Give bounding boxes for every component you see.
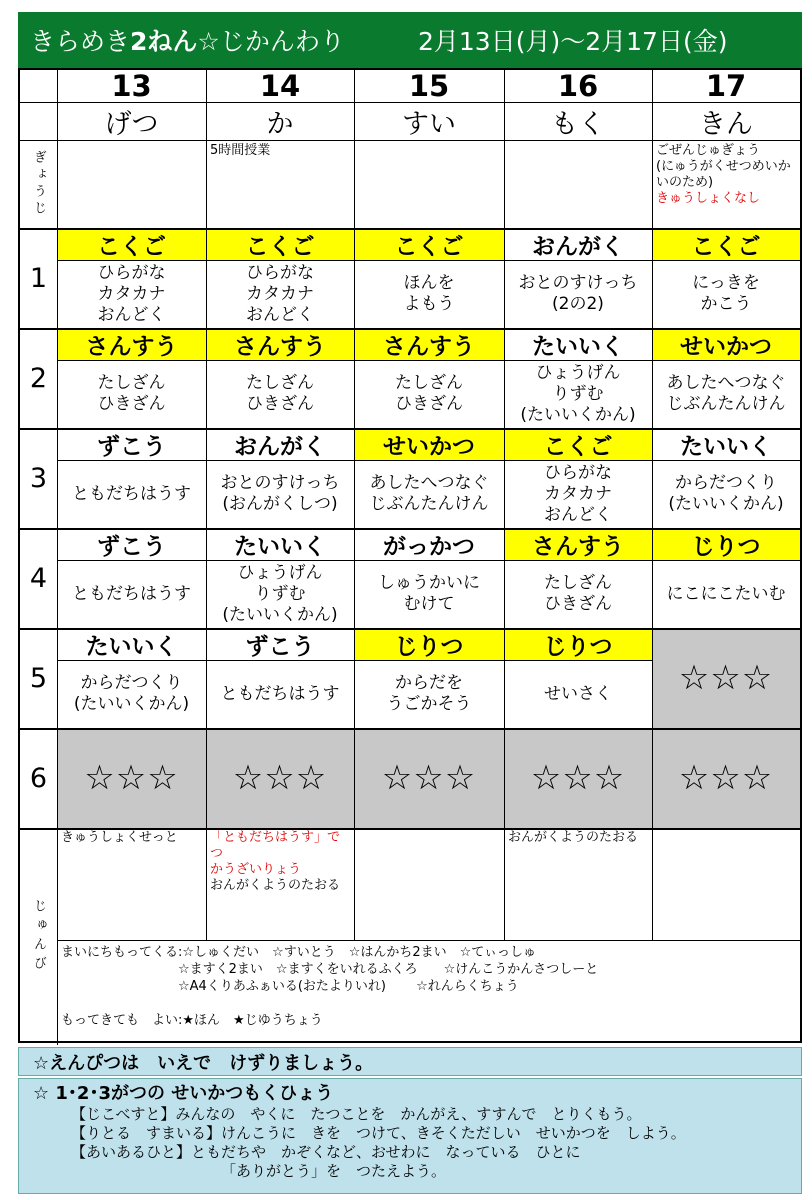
lesson-content xyxy=(206,460,354,528)
prep-lines xyxy=(508,830,638,846)
event-text: ごぜんじゅぎょう xyxy=(656,143,761,158)
lesson-text: じぶんたんけん xyxy=(666,394,786,414)
grid-row-divider xyxy=(20,428,800,430)
event-cell xyxy=(652,140,800,228)
lesson-content xyxy=(206,560,354,628)
grid-row-divider xyxy=(20,528,800,530)
lesson-content xyxy=(504,260,652,328)
subject-label: せいかつ xyxy=(652,328,800,360)
prep-cell xyxy=(504,828,652,940)
event-text: (にゅうがくせつめいか xyxy=(656,159,791,174)
lesson-text: からだつくり xyxy=(674,473,777,493)
life-goals-box xyxy=(18,1078,802,1194)
gyoji-label-text: ぎょうじ xyxy=(31,150,46,218)
lesson-lines xyxy=(387,673,472,715)
subject-divider xyxy=(504,360,652,361)
subject-divider xyxy=(206,460,354,461)
lesson-lines xyxy=(222,563,337,626)
grid-row-divider xyxy=(20,628,800,630)
lesson-lines xyxy=(74,673,189,715)
lesson-lines xyxy=(544,463,612,526)
page-header xyxy=(18,12,802,68)
event-text: 5時間授業 xyxy=(210,143,271,158)
subject-label: たいいく xyxy=(85,633,178,660)
subject-label: さんすう xyxy=(206,328,354,360)
lesson-text: じぶんたんけん xyxy=(369,494,489,514)
day-number: 13 xyxy=(111,69,152,103)
lesson-text: おとのすけっち xyxy=(518,273,638,293)
subject-label: たいいく xyxy=(680,433,772,460)
lesson-text: ひょうげん xyxy=(237,562,323,583)
lesson-text: (2の2) xyxy=(552,294,604,314)
subject-divider xyxy=(504,560,652,561)
lesson-content xyxy=(354,260,504,328)
subject-divider xyxy=(504,460,652,461)
subject-divider xyxy=(57,660,206,661)
lesson-content xyxy=(504,460,652,528)
lesson-text: ともだちはうす xyxy=(220,683,340,704)
lesson-content xyxy=(354,660,504,728)
lesson-text: しゅうかいに xyxy=(378,573,480,593)
lesson-content xyxy=(206,360,354,428)
title-grade: 2ねん xyxy=(130,27,198,56)
subject-divider xyxy=(206,360,354,361)
subject-divider xyxy=(652,360,800,361)
grid-column-divider xyxy=(652,70,653,940)
lesson-content xyxy=(354,460,504,528)
life-goal-line: 【あいあるひと】ともだちや かぞくなど、おせわに なっている ひとに xyxy=(71,1143,581,1161)
lesson-text: カタカナ xyxy=(97,283,166,304)
life-goal-line: 「ありがとう」を つたえよう。 xyxy=(221,1162,447,1180)
lesson-text: たしざん xyxy=(97,373,166,393)
day-number: 14 xyxy=(259,69,301,103)
day-name: か xyxy=(266,108,294,140)
lesson-lines xyxy=(520,363,635,426)
lesson-text: ひらがな xyxy=(97,262,166,283)
prep-lines xyxy=(61,830,178,846)
lesson-text: たしざん xyxy=(544,573,612,593)
prep-text: きゅうしょくせっと xyxy=(61,830,178,845)
prep-lines xyxy=(210,830,350,894)
life-goal-line: 【じこべすと】みんなの やくに たつことを かんがえ、すすんで とりくもう。 xyxy=(71,1105,642,1123)
lesson-text: ひきざん xyxy=(544,594,612,614)
lesson-content xyxy=(504,360,652,428)
subject-divider xyxy=(57,360,206,361)
event-cell xyxy=(57,140,206,228)
prep-cell xyxy=(206,828,354,940)
lesson-lines xyxy=(370,473,489,515)
lesson-text: ひきざん xyxy=(395,394,463,414)
subject-divider xyxy=(206,660,354,661)
subject-label: たいいく xyxy=(234,533,326,560)
lesson-text: むけて xyxy=(403,594,455,614)
prep-cell xyxy=(354,828,504,940)
lesson-text: うごかそう xyxy=(386,694,472,714)
lesson-text: あしたへつなぐ xyxy=(666,373,786,393)
lesson-content xyxy=(57,260,206,328)
lesson-lines xyxy=(692,273,760,315)
subject-label: おんがく xyxy=(234,433,326,460)
grid-row-divider xyxy=(20,328,800,330)
title-class-name: きらめき xyxy=(30,27,131,56)
lesson-content xyxy=(57,460,206,528)
prep-divider xyxy=(57,940,800,941)
grid-row-divider xyxy=(20,102,800,103)
lesson-content xyxy=(504,560,652,628)
lesson-content xyxy=(354,360,504,428)
subject-label: こくご xyxy=(206,228,354,260)
prep-text-red: 「ともだちはうす」でつ xyxy=(210,830,341,861)
everyday-text: まいにちもってくる:☆しゅくだい ☆すいとう ☆はんかち2まい ☆てぃっしゅ xyxy=(61,945,537,960)
date-range: 2月13日(月)～2月17日(金) xyxy=(418,27,728,56)
lesson-text: おとのすけっち xyxy=(220,473,340,493)
subject-divider xyxy=(354,660,504,661)
grid-row-divider xyxy=(20,728,800,730)
lesson-text: カタカナ xyxy=(246,283,314,304)
lesson-text: からだつくり xyxy=(80,673,183,693)
subject-divider xyxy=(206,560,354,561)
page-title xyxy=(30,22,345,58)
lesson-content xyxy=(57,660,206,728)
grid-row-divider xyxy=(20,228,800,230)
lesson-text: ともだちはうす xyxy=(72,483,191,504)
period-number: 1 xyxy=(29,262,48,294)
subject-label: ずこう xyxy=(97,533,166,560)
lesson-content xyxy=(504,660,652,728)
lesson-content xyxy=(206,660,354,728)
subject-divider xyxy=(57,260,206,261)
lesson-text: (たいいくかん) xyxy=(520,404,636,425)
lesson-content xyxy=(652,460,800,528)
lesson-lines xyxy=(221,473,340,515)
period-number: 4 xyxy=(29,562,48,594)
lesson-text: たしざん xyxy=(246,373,314,393)
grid-column-divider xyxy=(504,70,505,940)
lesson-text: ひきざん xyxy=(246,394,314,414)
lesson-text: おんどく xyxy=(246,304,314,325)
day-name: きん xyxy=(699,108,753,140)
lesson-text: にっきを xyxy=(692,273,760,293)
grid-column-divider xyxy=(206,70,207,940)
everyday-lines xyxy=(61,944,598,1029)
subject-label: せいかつ xyxy=(354,428,504,460)
lesson-text: ひょうげん xyxy=(535,362,621,383)
event-note-red: きゅうしょくなし xyxy=(656,191,761,206)
subject-divider xyxy=(504,260,652,261)
subject-divider xyxy=(652,560,800,561)
subject-label: じりつ xyxy=(354,628,504,660)
lesson-text: にこにこたいむ xyxy=(666,583,786,604)
free-time-cell: ☆☆☆ xyxy=(504,728,652,828)
day-name: すい xyxy=(402,108,456,140)
event-cell xyxy=(354,140,504,228)
lesson-text: ほんを xyxy=(403,273,455,293)
subject-label: ずこう xyxy=(97,433,166,460)
subject-label: おんがく xyxy=(532,233,624,260)
lesson-text: (おんがくしつ) xyxy=(222,494,338,514)
everyday-text xyxy=(61,995,598,1012)
event-lines xyxy=(656,143,791,207)
lesson-lines xyxy=(72,584,191,605)
day-name: もく xyxy=(551,108,605,140)
lesson-lines xyxy=(378,573,480,615)
lesson-lines xyxy=(544,573,612,615)
subject-divider xyxy=(354,360,504,361)
subject-label: じりつ xyxy=(504,628,652,660)
lesson-lines xyxy=(395,373,463,415)
grid-row-divider xyxy=(20,828,800,830)
grid-column-divider xyxy=(354,70,355,940)
free-time-cell: ☆☆☆ xyxy=(206,728,354,828)
free-time-cell: ☆☆☆ xyxy=(652,628,800,728)
life-goal-line: 【りとる すまいる】けんこうに きを つけて、きそくただしい せいかつを しよう。 xyxy=(71,1124,686,1142)
lesson-text: ひらがな xyxy=(246,262,314,283)
lesson-lines xyxy=(667,584,786,605)
period-number: 3 xyxy=(29,462,48,494)
subject-divider xyxy=(57,560,206,561)
prep-text: おんがくようのたおる xyxy=(210,878,341,893)
timetable-grid xyxy=(18,68,802,1043)
subject-divider xyxy=(652,260,800,261)
lesson-text: (たいいくかん) xyxy=(73,694,190,714)
lesson-text: カタカナ xyxy=(544,483,612,504)
title-suffix: ☆じかんわり xyxy=(197,27,345,56)
lesson-text: りずむ xyxy=(552,383,604,404)
lesson-lines xyxy=(98,373,166,415)
subject-divider xyxy=(652,460,800,461)
free-time-cell: ☆☆☆ xyxy=(652,728,800,828)
everyday-text: ☆A4くりあふぁいる(おたよりいれ) ☆れんらくちょう xyxy=(61,979,519,994)
lesson-text: おんどく xyxy=(544,504,612,525)
prep-cell xyxy=(57,828,206,940)
subject-divider xyxy=(354,260,504,261)
lesson-content xyxy=(652,260,800,328)
subject-label: こくご xyxy=(504,428,652,460)
lesson-content xyxy=(57,560,206,628)
lesson-text: (たいいくかん) xyxy=(668,494,784,514)
subject-label: さんすう xyxy=(504,528,652,560)
subject-label: さんすう xyxy=(354,328,504,360)
lesson-lines xyxy=(72,484,191,505)
lesson-text: からだを xyxy=(395,673,463,693)
subject-divider xyxy=(354,460,504,461)
subject-divider xyxy=(206,260,354,261)
lesson-lines xyxy=(404,273,455,315)
subject-divider xyxy=(57,460,206,461)
pencil-note: ☆えんぴつは いえで けずりましょう。 xyxy=(18,1047,802,1076)
subject-divider xyxy=(354,560,504,561)
lesson-lines xyxy=(221,684,340,705)
life-goals-title: ☆ 1･2･3がつの せいかつもくひょう xyxy=(33,1083,334,1104)
lesson-lines xyxy=(98,263,166,326)
lesson-text: おんどく xyxy=(97,304,166,325)
lesson-content xyxy=(354,560,504,628)
day-number: 17 xyxy=(705,69,747,103)
everyday-items xyxy=(57,940,800,1045)
subject-label: こくご xyxy=(57,228,206,260)
lesson-text: たしざん xyxy=(395,373,463,393)
free-time-cell: ☆☆☆ xyxy=(354,728,504,828)
lesson-content xyxy=(652,360,800,428)
everyday-text: ☆ますく2まい ☆ますくをいれるふくろ ☆けんこうかんさつしーと xyxy=(61,962,599,977)
prep-text: おんがくようのたおる xyxy=(508,830,639,845)
event-text: いのため) xyxy=(656,175,714,190)
subject-label: こくご xyxy=(652,228,800,260)
period-number: 2 xyxy=(29,362,48,394)
prep-text-red: かうざいりょう xyxy=(210,862,302,877)
day-number: 16 xyxy=(557,69,599,103)
junbi-row-label xyxy=(20,828,57,1045)
lesson-lines xyxy=(544,684,612,705)
lesson-text: かこう xyxy=(700,294,752,314)
lesson-lines xyxy=(246,373,314,415)
subject-label: こくご xyxy=(354,228,504,260)
period-number: 5 xyxy=(29,662,48,694)
lesson-content xyxy=(652,560,800,628)
lesson-content xyxy=(206,260,354,328)
lesson-lines xyxy=(246,263,314,326)
lesson-content xyxy=(57,360,206,428)
day-number: 15 xyxy=(408,69,450,103)
lesson-text: ともだちはうす xyxy=(72,583,191,604)
subject-divider xyxy=(504,660,652,661)
lesson-text: あしたへつなぐ xyxy=(369,473,489,493)
day-name: げつ xyxy=(104,108,159,140)
event-cell xyxy=(206,140,354,228)
lesson-text: ひきざん xyxy=(97,394,166,414)
event-lines xyxy=(210,143,270,159)
grid-row-divider xyxy=(20,140,800,141)
lesson-text: せいさく xyxy=(544,683,612,704)
grid-column-divider xyxy=(57,70,58,1045)
gyoji-row-label xyxy=(20,140,57,228)
subject-label: がっかつ xyxy=(383,533,475,560)
lesson-text: よもう xyxy=(403,294,455,314)
junbi-label-text: じゅんび xyxy=(31,898,46,975)
lesson-text: (たいいくかん) xyxy=(222,604,338,625)
lesson-lines xyxy=(519,273,638,315)
subject-label: さんすう xyxy=(57,328,206,360)
subject-label: じりつ xyxy=(652,528,800,560)
lesson-lines xyxy=(667,373,786,415)
prep-cell xyxy=(652,828,800,940)
subject-label: ずこう xyxy=(245,633,315,660)
lesson-text: りずむ xyxy=(254,583,306,604)
period-number: 6 xyxy=(29,762,48,794)
lesson-lines xyxy=(668,473,783,515)
event-cell xyxy=(504,140,652,228)
subject-label: たいいく xyxy=(532,333,624,360)
everyday-text: もってきても よい:★ほん ★じゆうちょう xyxy=(61,1013,323,1028)
free-time-cell: ☆☆☆ xyxy=(57,728,206,828)
lesson-text: ひらがな xyxy=(544,462,612,483)
